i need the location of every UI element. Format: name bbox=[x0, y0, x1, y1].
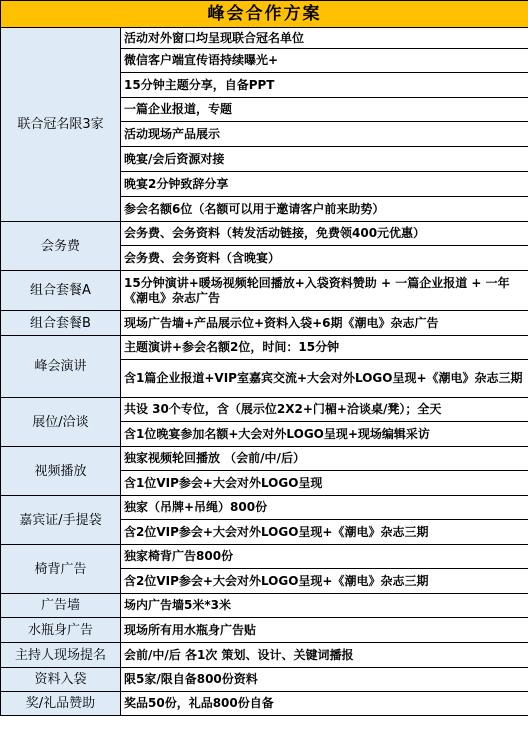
category-cell: 组合套餐A bbox=[1, 271, 121, 311]
table-row bbox=[1, 668, 528, 692]
item-cell: 独家椅背广告800份 bbox=[121, 545, 528, 569]
category-cell: 会务费 bbox=[1, 222, 121, 271]
table-row bbox=[1, 398, 528, 422]
item-cell: 会前/中/后 各1次 策划、设计、关键词播报 bbox=[121, 643, 528, 668]
category-cell: 峰会演讲 bbox=[1, 336, 121, 398]
item-cell: 含1位晚宴参加名额+大会对外LOGO呈现+现场编辑采访 bbox=[121, 422, 528, 447]
table-row bbox=[1, 496, 528, 520]
table-row bbox=[1, 28, 528, 49]
item-cell: 15分钟演讲+暖场视频轮回播放+入袋资料赞助 + 一篇企业报道 + 一年《潮电》杂志广告 bbox=[121, 271, 528, 311]
category-cell: 资料入袋 bbox=[1, 668, 121, 692]
item-cell: 共设 30个专位，含（展示位2X2+门楣+洽谈桌/凳）；全天 bbox=[121, 398, 528, 422]
item-cell: 含2位VIP参会+大会对外LOGO呈现+《潮电》杂志三期 bbox=[121, 520, 528, 545]
item-cell: 含1位VIP参会+大会对外LOGO呈现 bbox=[121, 471, 528, 496]
item-cell: 含1篇企业报道+VIP室嘉宾交流+大会对外LOGO呈现+《潮电》杂志三期 bbox=[121, 360, 528, 398]
item-cell: 场内广告墙5米*3米 bbox=[121, 594, 528, 618]
table-row bbox=[1, 594, 528, 618]
item-cell: 独家（吊牌+吊绳）800份 bbox=[121, 496, 528, 520]
category-cell: 椅背广告 bbox=[1, 545, 121, 594]
item-cell: 限5家/限自备800份资料 bbox=[121, 668, 528, 692]
item-cell: 参会名额6位（名额可以用于邀请客户前来助势） bbox=[121, 197, 528, 222]
category-cell: 联合冠名限3家 bbox=[1, 28, 121, 222]
item-cell: 活动对外窗口均呈现联合冠名单位 bbox=[121, 28, 528, 49]
table-row bbox=[1, 618, 528, 643]
item-cell: 会务费、会务资料（含晚宴） bbox=[121, 246, 528, 271]
item-cell: 独家视频轮回播放 （会前/中/后） bbox=[121, 447, 528, 471]
item-cell: 活动现场产品展示 bbox=[121, 122, 528, 147]
item-cell: 会务费、会务资料（转发活动链接，免费领400元优惠） bbox=[121, 222, 528, 246]
item-cell: 一篇企业报道，专题 bbox=[121, 98, 528, 122]
item-cell: 微信客户端宣传语持续曝光+ bbox=[121, 49, 528, 73]
category-cell: 奖/礼品赞助 bbox=[1, 692, 121, 716]
category-cell: 广告墙 bbox=[1, 594, 121, 618]
table-row bbox=[1, 311, 528, 336]
table-row bbox=[1, 222, 528, 246]
category-cell: 嘉宾证/手提袋 bbox=[1, 496, 121, 545]
category-cell: 组合套餐B bbox=[1, 311, 121, 336]
category-cell: 主持人现场提名 bbox=[1, 643, 121, 668]
category-cell: 展位/洽谈 bbox=[1, 398, 121, 447]
table-row bbox=[1, 271, 528, 311]
title-row bbox=[1, 1, 528, 28]
table-row bbox=[1, 692, 528, 716]
category-cell: 水瓶身广告 bbox=[1, 618, 121, 643]
sheet-title: 峰会合作方案 bbox=[1, 1, 528, 28]
item-cell: 奖品50份，礼品800份自备 bbox=[121, 692, 528, 716]
table-row bbox=[1, 336, 528, 360]
table-row bbox=[1, 447, 528, 471]
item-cell: 含2位VIP参会+大会对外LOGO呈现+《潮电》杂志三期 bbox=[121, 569, 528, 594]
item-cell: 现场所有用水瓶身广告贴 bbox=[121, 618, 528, 643]
table-row bbox=[1, 643, 528, 668]
item-cell: 现场广告墙+产品展示位+资料入袋+6期《潮电》杂志广告 bbox=[121, 311, 528, 336]
item-cell: 晚宴2分钟致辞分享 bbox=[121, 172, 528, 197]
item-cell: 主题演讲+参会名额2位，时间：15分钟 bbox=[121, 336, 528, 360]
category-cell: 视频播放 bbox=[1, 447, 121, 496]
item-cell: 晚宴/会后资源对接 bbox=[121, 147, 528, 172]
item-cell: 15分钟主题分享，自备PPT bbox=[121, 73, 528, 98]
table-row bbox=[1, 545, 528, 569]
